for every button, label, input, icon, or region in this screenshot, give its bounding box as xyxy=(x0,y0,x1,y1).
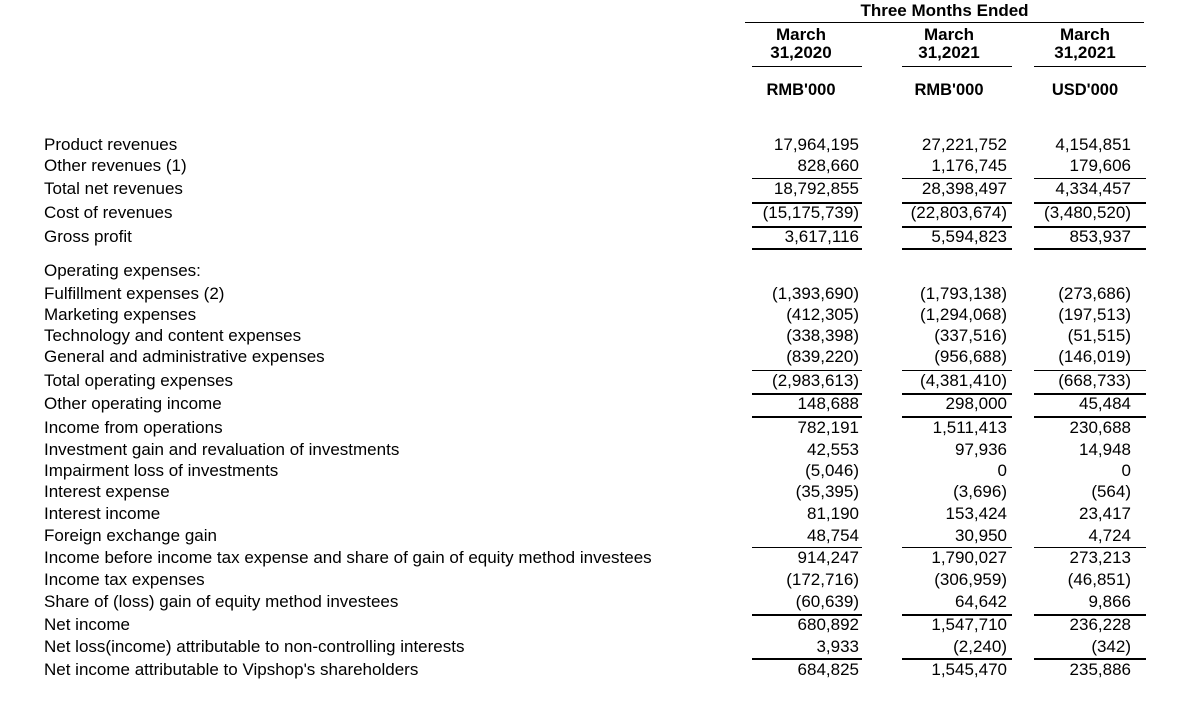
row-label: Total operating expenses xyxy=(44,371,234,390)
table-row xyxy=(0,135,1200,155)
row-label: Cost of revenues xyxy=(44,203,173,222)
row-value-col2: 5,594,823 xyxy=(931,227,1007,246)
total-underline xyxy=(752,614,862,616)
row-value-col1: 48,754 xyxy=(807,526,859,545)
table-row xyxy=(0,261,1200,281)
total-underline xyxy=(752,202,862,204)
unit-label-1: RMB'000 xyxy=(766,81,836,99)
row-value-col1: 684,825 xyxy=(797,660,859,679)
row-value-col3: 4,724 xyxy=(1088,526,1131,545)
row-value-col3: 14,948 xyxy=(1079,440,1131,459)
total-underline xyxy=(902,547,1012,548)
total-underline xyxy=(1034,226,1146,228)
total-underline xyxy=(902,178,1012,179)
row-value-col3: (273,686) xyxy=(1058,284,1131,303)
table-row xyxy=(0,615,1200,635)
total-underline xyxy=(1034,614,1146,616)
column-header-1-line1: March xyxy=(775,25,827,44)
table-row xyxy=(0,440,1200,460)
row-value-col2: 97,936 xyxy=(955,440,1007,459)
column-header-2-line1: March xyxy=(923,25,975,44)
row-value-col2: (1,294,068) xyxy=(920,305,1007,324)
column-header-3-line1: March xyxy=(1059,25,1111,44)
row-value-col1: 3,617,116 xyxy=(784,227,859,246)
row-label: Income tax expenses xyxy=(44,570,205,589)
row-label: Foreign exchange gain xyxy=(44,526,217,545)
row-value-col2: 1,545,470 xyxy=(931,660,1007,679)
total-underline xyxy=(1034,658,1146,660)
row-label: Total net revenues xyxy=(44,179,183,198)
row-value-col2: 153,424 xyxy=(945,504,1007,523)
row-value-col2: (337,516) xyxy=(934,326,1007,345)
total-underline xyxy=(902,370,1012,371)
row-value-col1: 42,553 xyxy=(807,440,859,459)
total-underline xyxy=(752,226,862,228)
row-value-col3: 273,213 xyxy=(1069,548,1131,567)
row-value-col2: (956,688) xyxy=(934,347,1007,366)
table-row xyxy=(0,570,1200,590)
total-underline xyxy=(902,416,1012,418)
table-row xyxy=(0,347,1200,367)
table-row xyxy=(0,418,1200,438)
row-value-col3: 179,606 xyxy=(1069,156,1131,175)
row-value-col3: (51,515) xyxy=(1067,326,1131,345)
total-underline xyxy=(902,202,1012,204)
total-underline xyxy=(752,248,862,250)
row-value-col2: (306,959) xyxy=(934,570,1007,589)
row-value-col3: 236,228 xyxy=(1069,615,1131,634)
total-underline xyxy=(902,658,1012,660)
row-label: Impairment loss of investments xyxy=(44,461,279,480)
row-value-col1: (35,395) xyxy=(795,482,859,501)
row-value-col3: (46,851) xyxy=(1067,570,1131,589)
row-value-col1: (60,639) xyxy=(795,592,859,611)
table-row xyxy=(0,504,1200,524)
row-value-col1: (15,175,739) xyxy=(762,203,859,222)
table-row xyxy=(0,284,1200,304)
period-group-title: Three Months Ended xyxy=(860,1,1029,20)
row-label: Interest income xyxy=(44,504,161,523)
row-value-col1: 680,892 xyxy=(797,615,859,634)
row-value-col3: (3,480,520) xyxy=(1044,203,1131,222)
row-value-col1: 81,190 xyxy=(807,504,859,523)
total-underline xyxy=(752,658,862,660)
row-value-col2: 64,642 xyxy=(955,592,1007,611)
row-value-col3: 45,484 xyxy=(1079,394,1131,413)
row-value-col2: (4,381,410) xyxy=(920,371,1007,390)
row-label: Marketing expenses xyxy=(44,305,197,324)
total-underline xyxy=(752,370,862,371)
row-value-col2: (2,240) xyxy=(953,637,1007,656)
row-value-col2: 1,511,413 xyxy=(932,418,1007,437)
row-label: Interest expense xyxy=(44,482,170,501)
unit-label-3: USD'000 xyxy=(1051,81,1119,99)
table-row xyxy=(0,203,1200,223)
column-header-3 xyxy=(1025,26,1145,62)
row-value-col1: (5,046) xyxy=(805,461,859,480)
row-label: Other revenues (1) xyxy=(44,156,187,175)
table-row xyxy=(0,326,1200,346)
row-value-col2: (1,793,138) xyxy=(920,284,1007,303)
table-row xyxy=(0,660,1200,680)
table-row xyxy=(0,526,1200,546)
row-value-col2: (22,803,674) xyxy=(910,203,1007,222)
total-underline xyxy=(752,178,862,179)
table-row xyxy=(0,394,1200,414)
group-title-rule xyxy=(745,22,1144,23)
total-underline xyxy=(902,393,1012,395)
row-label: Technology and content expenses xyxy=(44,326,302,345)
row-value-col3: 9,866 xyxy=(1088,592,1131,611)
table-row xyxy=(0,371,1200,391)
row-value-col1: (338,398) xyxy=(786,326,859,345)
row-value-col1: 828,660 xyxy=(797,156,859,175)
row-value-col2: 1,176,745 xyxy=(931,156,1007,175)
row-value-col1: 914,247 xyxy=(797,548,859,567)
column-header-rule-1 xyxy=(752,66,862,67)
row-value-col3: 0 xyxy=(1121,461,1131,480)
row-value-col3: 230,688 xyxy=(1069,418,1131,437)
row-value-col2: 1,790,027 xyxy=(931,548,1007,567)
row-value-col3: (146,019) xyxy=(1058,347,1131,366)
row-label: Net loss(income) attributable to non-controlling interests xyxy=(44,637,465,656)
unit-label-2: RMB'000 xyxy=(914,81,984,99)
row-label: Income before income tax expense and share of gain of equity method investees xyxy=(44,548,652,567)
row-value-col3: (197,513) xyxy=(1058,305,1131,324)
row-label: Net income xyxy=(44,615,130,634)
total-underline xyxy=(902,248,1012,250)
row-label: Income from operations xyxy=(44,418,223,437)
total-underline xyxy=(1034,248,1146,250)
table-row xyxy=(0,305,1200,325)
row-value-col3: 4,154,851 xyxy=(1055,135,1131,154)
row-label: Gross profit xyxy=(44,227,132,246)
row-label: Net income attributable to Vipshop's shareholders xyxy=(44,660,419,679)
row-value-col1: (412,305) xyxy=(786,305,859,324)
total-underline xyxy=(752,547,862,548)
table-row xyxy=(0,179,1200,199)
row-value-col2: 30,950 xyxy=(955,526,1007,545)
row-label: Investment gain and revaluation of investments xyxy=(44,440,400,459)
row-label: Share of (loss) gain of equity method investees xyxy=(44,592,399,611)
table-row xyxy=(0,227,1200,247)
total-underline xyxy=(1034,370,1146,371)
column-header-1-line2: 31,2020 xyxy=(770,43,832,62)
row-value-col2: 298,000 xyxy=(945,394,1007,413)
total-underline xyxy=(902,226,1012,228)
column-header-2-line2: 31,2021 xyxy=(918,43,980,62)
column-header-rule-2 xyxy=(902,66,1012,67)
row-value-col1: (839,220) xyxy=(786,347,859,366)
table-row xyxy=(0,637,1200,657)
total-underline xyxy=(752,393,862,395)
row-value-col1: 782,191 xyxy=(797,418,859,437)
row-value-col3: 23,417 xyxy=(1079,504,1131,523)
row-value-col1: 3,933 xyxy=(816,637,859,656)
row-value-col2: 28,398,497 xyxy=(921,179,1007,198)
row-label: Other operating income xyxy=(44,394,222,413)
row-label: Operating expenses: xyxy=(44,261,201,280)
row-value-col1: 17,964,195 xyxy=(773,135,859,154)
total-underline xyxy=(1034,178,1146,179)
row-value-col3: (564) xyxy=(1091,482,1131,501)
table-row xyxy=(0,592,1200,612)
row-value-col2: (3,696) xyxy=(953,482,1007,501)
table-row xyxy=(0,482,1200,502)
total-underline xyxy=(1034,547,1146,548)
row-value-col1: (2,983,613) xyxy=(772,371,859,390)
row-value-col1: 18,792,855 xyxy=(773,179,859,198)
table-row xyxy=(0,548,1200,568)
table-row xyxy=(0,461,1200,481)
row-value-col1: (172,716) xyxy=(786,570,859,589)
column-header-3-line2: 31,2021 xyxy=(1054,43,1116,62)
row-value-col2: 1,547,710 xyxy=(931,615,1007,634)
row-value-col2: 27,221,752 xyxy=(921,135,1007,154)
row-value-col3: 235,886 xyxy=(1069,660,1131,679)
row-value-col3: (668,733) xyxy=(1058,371,1131,390)
row-value-col2: 0 xyxy=(997,461,1007,480)
table-row xyxy=(0,156,1200,176)
total-underline xyxy=(1034,393,1146,395)
row-value-col1: (1,393,690) xyxy=(772,284,859,303)
total-underline xyxy=(1034,202,1146,204)
row-value-col3: 853,937 xyxy=(1069,227,1131,246)
column-header-1 xyxy=(741,26,861,62)
column-header-rule-3 xyxy=(1034,66,1146,67)
row-label: Fulfillment expenses (2) xyxy=(44,284,225,303)
row-label: Product revenues xyxy=(44,135,178,154)
total-underline xyxy=(1034,416,1146,418)
row-value-col1: 148,688 xyxy=(797,394,859,413)
row-label: General and administrative expenses xyxy=(44,347,325,366)
total-underline xyxy=(752,416,862,418)
column-header-2 xyxy=(889,26,1009,62)
row-value-col3: (342) xyxy=(1091,637,1131,656)
row-value-col3: 4,334,457 xyxy=(1055,179,1131,198)
total-underline xyxy=(902,614,1012,616)
